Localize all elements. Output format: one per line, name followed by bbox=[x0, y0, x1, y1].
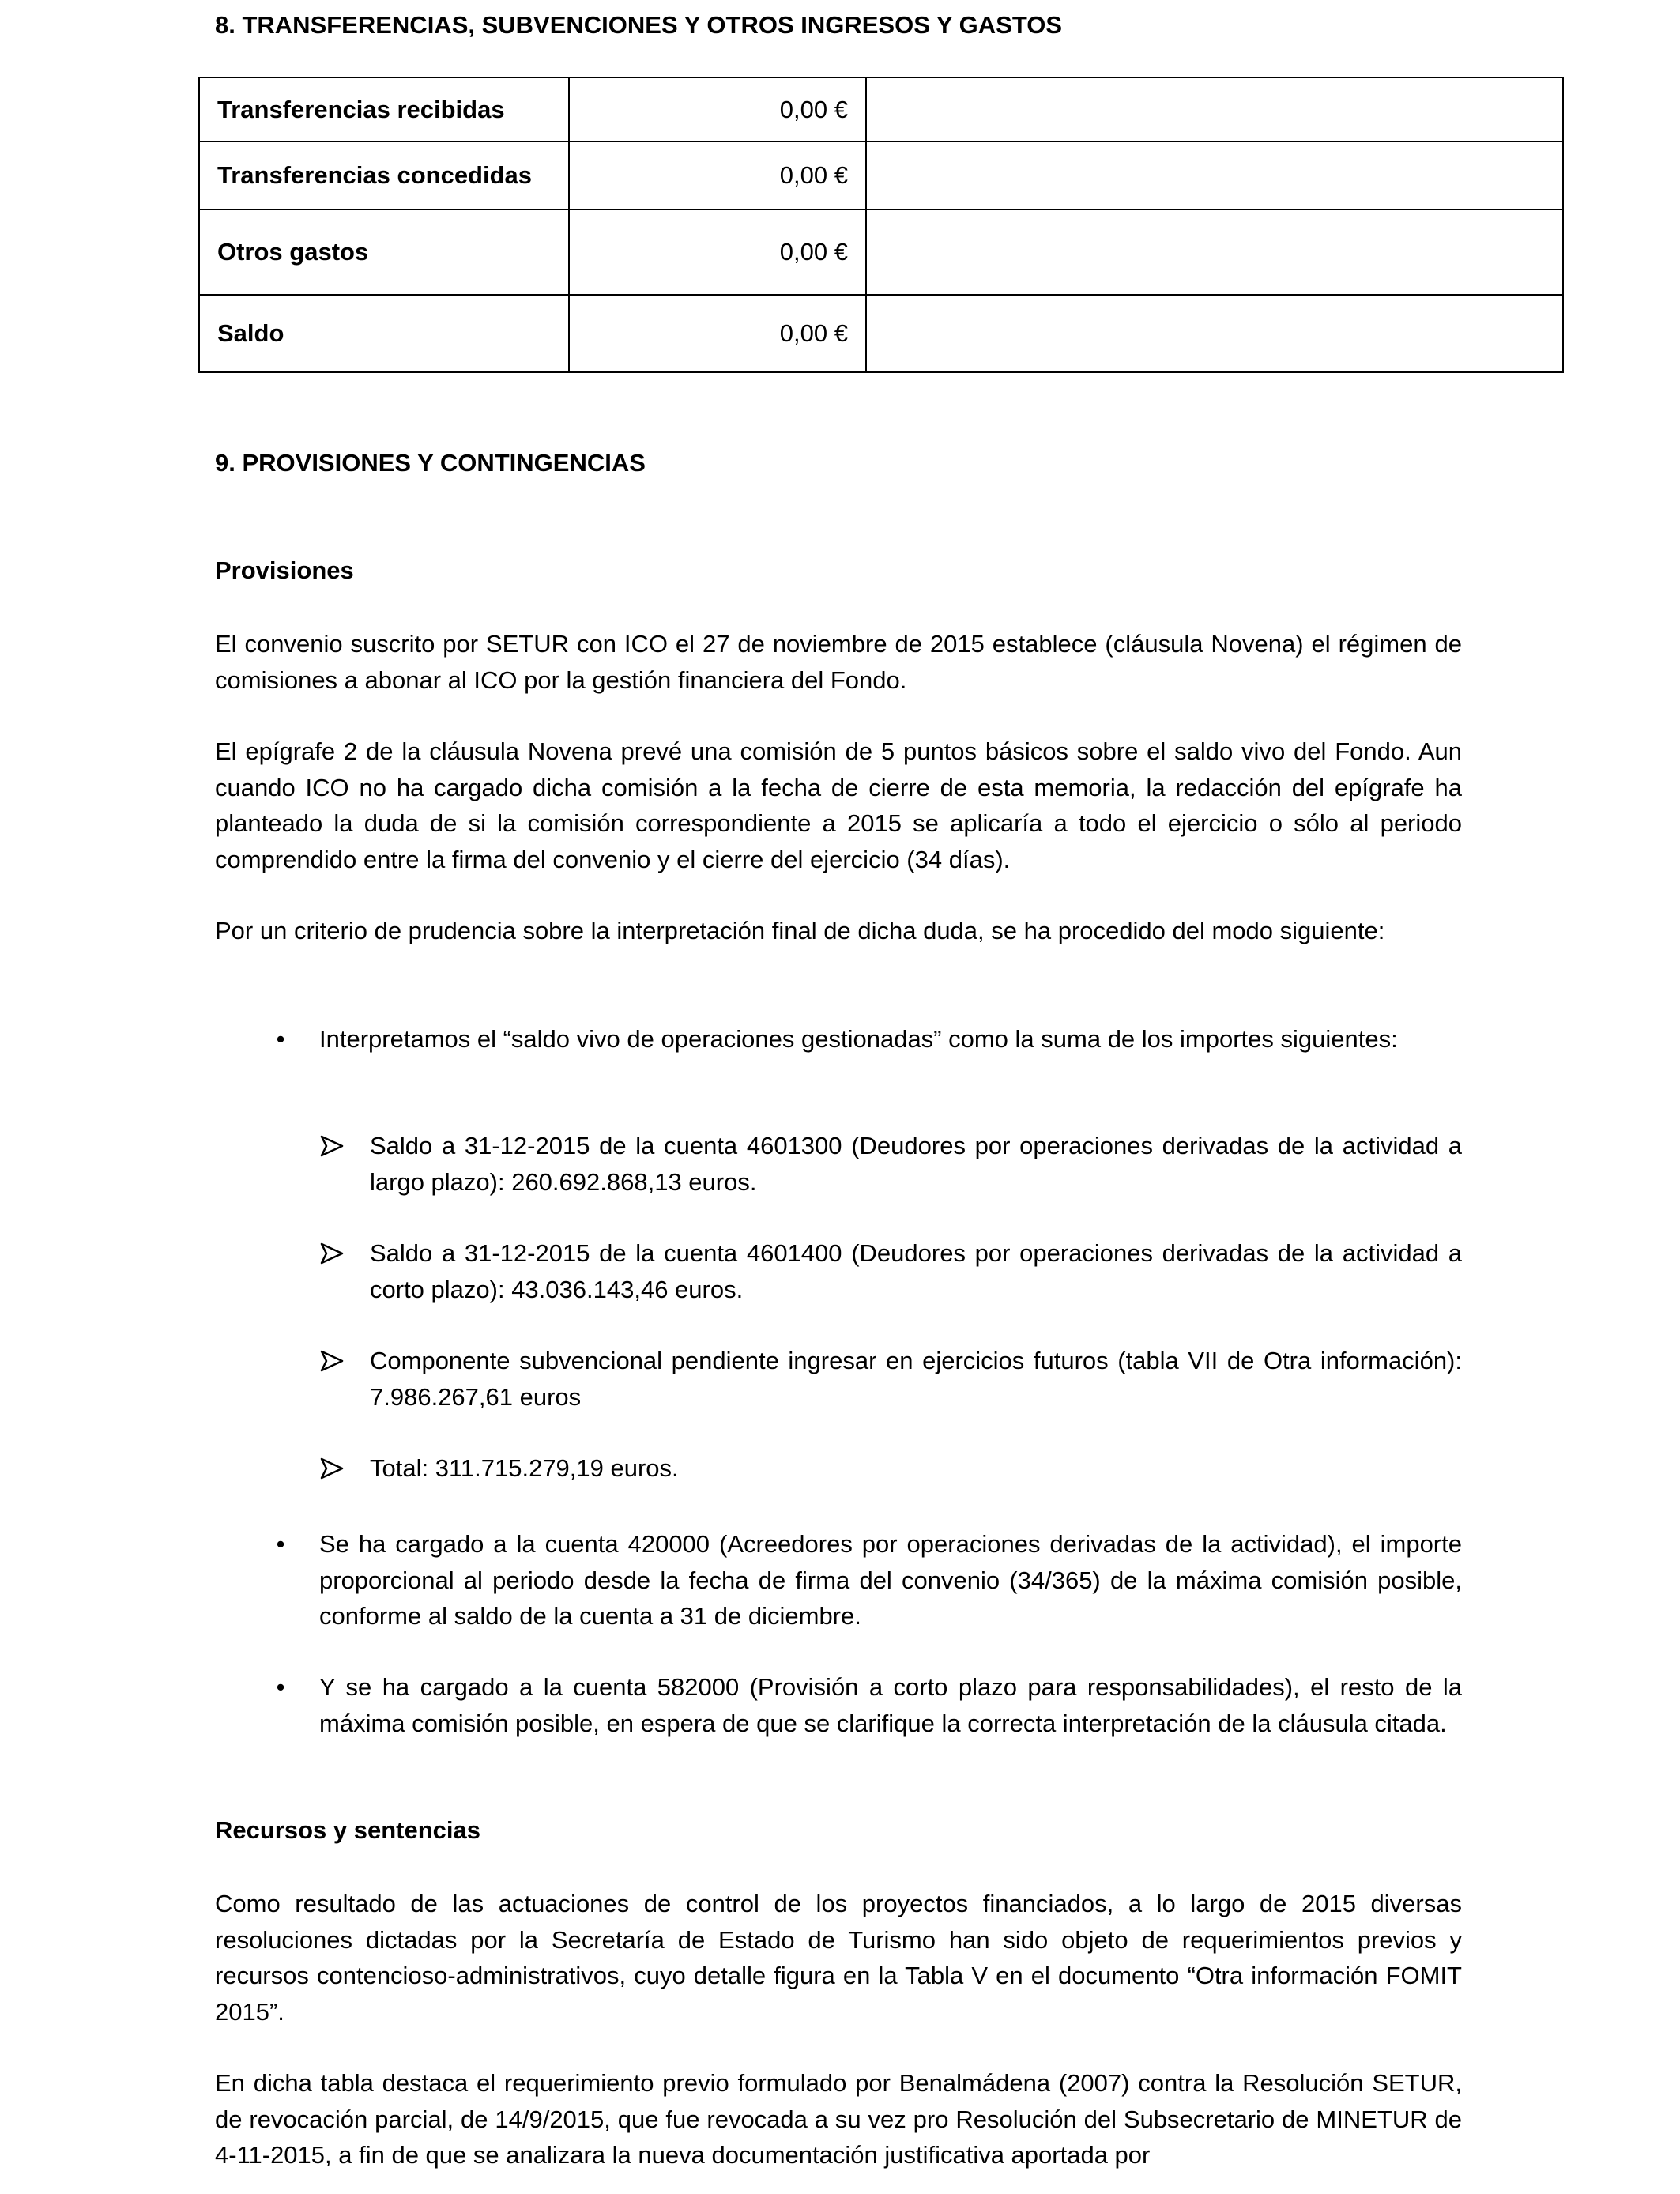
table-row bbox=[199, 295, 1563, 372]
bullet-item: Interpretamos el “saldo vivo de operaciones gestionadas” como la suma de los importes siguientes: bbox=[319, 1025, 1398, 1053]
arrowhead-bullet-icon bbox=[319, 1241, 345, 1266]
table-row bbox=[199, 141, 1563, 209]
transfers-table bbox=[198, 77, 1564, 373]
paragraph: En dicha tabla destaca el requerimiento previo formulado por Benalmádena (2007) contra la Resolución SETUR, de revocación parcial, de 14/9/2015, que fue revocada a su vez pro Resolución del Subsecretario de MINETUR de 4-11-2015, a fin de que se analizara la nueva documentación justificativa aportada por bbox=[215, 2069, 1462, 2169]
arrowhead-bullet-icon bbox=[319, 1456, 345, 1481]
bullet-dot-icon: • bbox=[276, 1673, 285, 1701]
row-note bbox=[866, 141, 1563, 209]
bullet-dot-icon: • bbox=[276, 1530, 285, 1558]
bullet-dot-icon: • bbox=[276, 1025, 285, 1053]
bullet-item: Y se ha cargado a la cuenta 582000 (Provisión a corto plazo para responsabilidades), el resto de la máxima comisión posible, en espera de que se clarifique la correcta interpretación de la cláusula citada. bbox=[319, 1673, 1462, 1737]
row-note bbox=[866, 77, 1563, 141]
section-9-title: 9. PROVISIONES Y CONTINGENCIAS bbox=[215, 449, 646, 477]
arrowhead-bullet-icon bbox=[319, 1348, 345, 1374]
paragraph: Como resultado de las actuaciones de control de los proyectos financiados, a lo largo de 2015 diversas resoluciones dictadas por la Secretaría de Estado de Turismo han sido objeto de requerimientos previos y recursos contencioso-administrativos, cuyo detalle figura en la Tabla V en el documento “Otra información FOMIT 2015”. bbox=[215, 1890, 1462, 2026]
paragraph: Por un criterio de prudencia sobre la interpretación final de dicha duda, se ha procedido del modo siguiente: bbox=[215, 917, 1385, 944]
provisiones-heading: Provisiones bbox=[215, 556, 354, 584]
row-value: 0,00 € bbox=[569, 77, 866, 141]
paragraph: El epígrafe 2 de la cláusula Novena prevé una comisión de 5 puntos básicos sobre el saldo vivo del Fondo. Aun cuando ICO no ha cargado dicha comisión a la fecha de cierre de esta memoria, la redacción del epígrafe ha planteado la duda de si la comisión correspondiente a 2015 se aplicaría a todo el ejercicio o sólo al periodo comprendido entre la firma del convenio y el cierre del ejercicio (34 días). bbox=[215, 737, 1462, 873]
sub-bullet-item: Saldo a 31-12-2015 de la cuenta 4601400 (Deudores por operaciones derivadas de la actividad a corto plazo): 43.036.143,46 euros. bbox=[370, 1239, 1462, 1303]
bullet-item: Se ha cargado a la cuenta 420000 (Acreedores por operaciones derivadas de la actividad), el importe proporcional al periodo desde la fecha de firma del convenio (34/365) de la máxima comisión posible, conforme al saldo de la cuenta a 31 de diciembre. bbox=[319, 1530, 1462, 1630]
row-label: Otros gastos bbox=[199, 209, 569, 295]
row-label: Saldo bbox=[199, 295, 569, 372]
row-label: Transferencias recibidas bbox=[199, 77, 569, 141]
row-note bbox=[866, 209, 1563, 295]
section-8-title: 8. TRANSFERENCIAS, SUBVENCIONES Y OTROS INGRESOS Y GASTOS bbox=[215, 11, 1063, 39]
table-row bbox=[199, 209, 1563, 295]
row-value: 0,00 € bbox=[569, 141, 866, 209]
arrowhead-bullet-icon bbox=[319, 1133, 345, 1159]
row-label: Transferencias concedidas bbox=[199, 141, 569, 209]
sub-bullet-item: Componente subvencional pendiente ingresar en ejercicios futuros (tabla VII de Otra información): 7.986.267,61 euros bbox=[370, 1347, 1462, 1411]
table-row bbox=[199, 77, 1563, 141]
row-value: 0,00 € bbox=[569, 209, 866, 295]
row-note bbox=[866, 295, 1563, 372]
sub-bullet-item: Total: 311.715.279,19 euros. bbox=[370, 1454, 679, 1482]
recursos-heading: Recursos y sentencias bbox=[215, 1816, 481, 1844]
row-value: 0,00 € bbox=[569, 295, 866, 372]
sub-bullet-item: Saldo a 31-12-2015 de la cuenta 4601300 (Deudores por operaciones derivadas de la actividad a largo plazo): 260.692.868,13 euros. bbox=[370, 1132, 1462, 1196]
paragraph: El convenio suscrito por SETUR con ICO el 27 de noviembre de 2015 establece (cláusula Novena) el régimen de comisiones a abonar al ICO por la gestión financiera del Fondo. bbox=[215, 630, 1462, 694]
